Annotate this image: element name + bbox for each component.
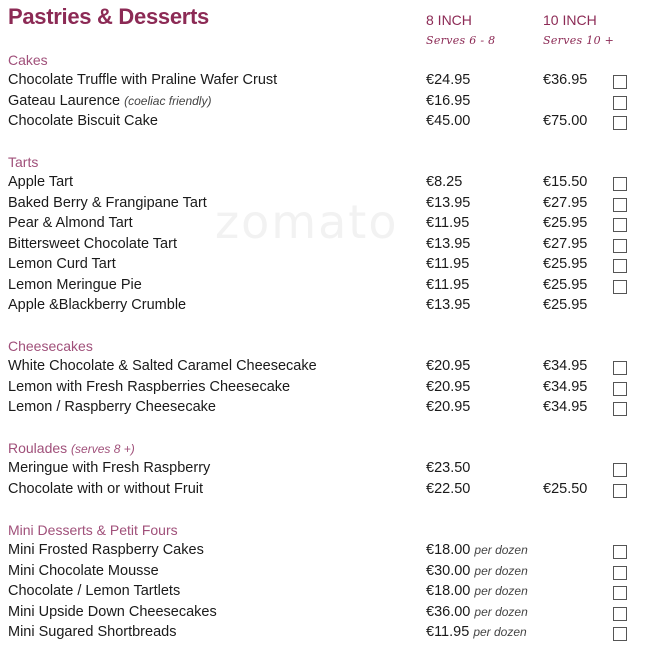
section-title-text: Cakes — [8, 52, 48, 68]
item-name — [8, 215, 133, 231]
item-name — [8, 358, 317, 374]
item-name-text: Gateau Laurence — [8, 92, 121, 109]
price-8-inch-value: €20.95 — [426, 358, 471, 374]
price-8-inch-value: €24.95 — [426, 72, 471, 88]
price-8-inch — [426, 481, 470, 497]
item-name-text: Bittersweet Chocolate Tart — [8, 235, 177, 252]
menu-item-row — [0, 93, 650, 113]
item-name — [8, 542, 204, 558]
section-title-text: Roulades — [8, 440, 68, 456]
item-name — [8, 460, 210, 476]
item-name-text: Mini Upside Down Cheesecakes — [8, 603, 217, 620]
price-8-inch-value: €23.50 — [426, 460, 471, 476]
price-8-inch — [426, 297, 470, 313]
menu-item-row — [0, 72, 650, 92]
menu-item-row — [0, 624, 650, 644]
price-unit: per dozen — [473, 625, 527, 639]
menu-item-row — [0, 236, 650, 256]
item-name — [8, 93, 211, 109]
price-10-inch: €27.95 — [543, 194, 588, 211]
price-8-inch-value: €45.00 — [426, 113, 471, 129]
price-8-inch-value: €11.95 — [426, 215, 470, 231]
item-name — [8, 563, 159, 579]
item-name — [8, 297, 186, 313]
price-8-inch — [426, 277, 469, 293]
section-title — [8, 154, 38, 170]
item-name-text: Meringue with Fresh Raspberry — [8, 460, 211, 476]
price-10-inch: €25.95 — [543, 256, 588, 272]
item-name-text: Mini Sugared Shortbreads — [8, 624, 177, 640]
item-name — [8, 195, 207, 211]
price-10-inch: €75.00 — [543, 113, 588, 129]
section-title-text: Cheesecakes — [8, 338, 93, 354]
price-8-inch — [426, 93, 470, 109]
price-10-inch: €25.95 — [543, 276, 588, 293]
section-note: (serves 8 +) — [71, 442, 135, 456]
order-checkbox[interactable] — [613, 198, 627, 212]
menu-item-row — [0, 379, 650, 399]
item-name-text: White Chocolate & Salted Caramel Cheesecake — [8, 358, 317, 374]
order-checkbox[interactable] — [613, 607, 627, 621]
price-8-inch-value: €36.00 — [426, 603, 471, 620]
price-8-inch-value: €18.00 — [426, 542, 471, 558]
item-note: (coeliac friendly) — [124, 93, 212, 108]
price-8-inch — [426, 379, 470, 395]
menu-item-row — [0, 256, 650, 276]
price-10-inch: €34.95 — [543, 358, 588, 374]
order-checkbox[interactable] — [613, 484, 627, 498]
price-10-inch: €25.50 — [543, 480, 588, 497]
column-header-8-inch: 8 INCH — [426, 12, 472, 28]
item-name-text: Chocolate / Lemon Tartlets — [8, 583, 181, 599]
menu-item-row — [0, 583, 650, 603]
price-8-inch-value: €13.95 — [426, 194, 471, 211]
price-8-inch-value: €8.25 — [426, 174, 463, 190]
price-8-inch — [426, 215, 469, 231]
page-title: Pastries & Desserts — [8, 4, 209, 29]
order-checkbox[interactable] — [613, 382, 627, 396]
menu-item-row — [0, 113, 650, 133]
price-8-inch — [426, 583, 528, 599]
price-10-inch: €34.95 — [543, 378, 588, 395]
price-10-inch: €25.95 — [543, 297, 588, 313]
order-checkbox[interactable] — [613, 177, 627, 191]
column-subheader-8-inch: Serves 6 - 8 — [426, 34, 496, 47]
item-name — [8, 174, 73, 190]
item-name — [8, 399, 216, 415]
price-8-inch — [426, 542, 528, 558]
price-8-inch — [426, 604, 528, 620]
order-checkbox[interactable] — [613, 280, 627, 294]
price-8-inch — [426, 174, 462, 190]
order-checkbox[interactable] — [613, 627, 627, 641]
price-unit: per dozen — [474, 604, 528, 619]
price-8-inch-value: €20.95 — [426, 378, 471, 395]
section-title — [8, 338, 93, 354]
price-8-inch-value: €22.50 — [426, 480, 471, 497]
price-8-inch-value: €11.95 — [426, 256, 470, 272]
column-subheader-10-inch: Serves 10 + — [543, 34, 615, 47]
item-name — [8, 583, 180, 599]
menu-item-row — [0, 604, 650, 624]
menu-item-row — [0, 174, 650, 194]
price-8-inch-value: €18.00 — [426, 583, 471, 599]
price-10-inch: €36.95 — [543, 72, 588, 88]
section-title-text: Tarts — [8, 154, 39, 170]
menu-item-row — [0, 481, 650, 501]
item-name — [8, 113, 158, 129]
price-8-inch-value: €13.95 — [426, 297, 471, 313]
menu-item-row — [0, 542, 650, 562]
menu-item-row — [0, 195, 650, 215]
item-name-text: Mini Frosted Raspberry Cakes — [8, 542, 204, 558]
order-checkbox[interactable] — [613, 566, 627, 580]
item-name — [8, 604, 217, 620]
section-title — [8, 52, 48, 68]
item-name-text: Chocolate Biscuit Cake — [8, 113, 158, 129]
menu-item-row — [0, 399, 650, 419]
item-name-text: Lemon with Fresh Raspberries Cheesecake — [8, 378, 291, 395]
item-name — [8, 481, 203, 497]
price-10-inch: €27.95 — [543, 235, 588, 252]
price-8-inch — [426, 624, 527, 640]
item-name-text: Baked Berry & Frangipane Tart — [8, 194, 207, 211]
item-name-text: Chocolate Truffle with Praline Wafer Crust — [8, 72, 278, 88]
order-checkbox[interactable] — [613, 239, 627, 253]
order-checkbox[interactable] — [613, 402, 627, 416]
price-8-inch — [426, 563, 528, 579]
order-checkbox[interactable] — [613, 463, 627, 477]
item-name-text: Mini Chocolate Mousse — [8, 562, 159, 579]
price-8-inch-value: €30.00 — [426, 562, 471, 579]
price-unit: per dozen — [474, 543, 528, 557]
price-8-inch-value: €16.95 — [426, 92, 471, 109]
order-checkbox[interactable] — [613, 96, 627, 110]
price-10-inch: €15.50 — [543, 174, 588, 190]
order-checkbox[interactable] — [613, 116, 627, 130]
order-checkbox[interactable] — [613, 545, 627, 559]
price-8-inch-value: €11.95 — [426, 276, 470, 293]
item-name — [8, 72, 277, 88]
price-8-inch — [426, 236, 470, 252]
order-checkbox[interactable] — [613, 259, 627, 273]
price-8-inch — [426, 358, 470, 374]
order-checkbox[interactable] — [613, 75, 627, 89]
item-name-text: Lemon / Raspberry Cheesecake — [8, 399, 216, 415]
column-header-10-inch: 10 INCH — [543, 12, 597, 28]
menu-item-row — [0, 460, 650, 480]
item-name — [8, 624, 176, 640]
order-checkbox[interactable] — [613, 361, 627, 375]
price-8-inch — [426, 460, 470, 476]
menu-item-row — [0, 215, 650, 235]
price-8-inch-value: €11.95 — [426, 624, 470, 640]
item-name-text: Apple Tart — [8, 174, 74, 190]
price-8-inch — [426, 399, 470, 415]
item-name-text: Pear & Almond Tart — [8, 215, 133, 231]
order-checkbox[interactable] — [613, 218, 627, 232]
section-title — [8, 522, 178, 538]
section-title-text: Mini Desserts & Petit Fours — [8, 522, 178, 538]
price-8-inch — [426, 256, 469, 272]
item-name — [8, 236, 177, 252]
item-name — [8, 379, 290, 395]
price-8-inch-value: €13.95 — [426, 235, 471, 252]
price-unit: per dozen — [474, 584, 528, 598]
menu-item-row — [0, 358, 650, 378]
price-8-inch — [426, 113, 470, 129]
menu-item-row — [0, 297, 650, 317]
menu-item-row — [0, 277, 650, 297]
price-8-inch — [426, 72, 470, 88]
order-checkbox[interactable] — [613, 586, 627, 600]
item-name-text: Chocolate with or without Fruit — [8, 480, 204, 497]
section-title — [8, 440, 135, 456]
price-8-inch — [426, 195, 470, 211]
item-name — [8, 277, 142, 293]
item-name-text: Lemon Curd Tart — [8, 256, 116, 272]
item-name — [8, 256, 116, 272]
item-name-text: Apple &Blackberry Crumble — [8, 297, 187, 313]
price-10-inch: €34.95 — [543, 399, 588, 415]
price-8-inch-value: €20.95 — [426, 399, 471, 415]
menu-item-row — [0, 563, 650, 583]
zomato-watermark: zomato — [215, 195, 399, 249]
price-10-inch: €25.95 — [543, 215, 588, 231]
item-name-text: Lemon Meringue Pie — [8, 276, 142, 293]
price-unit: per dozen — [474, 563, 528, 578]
